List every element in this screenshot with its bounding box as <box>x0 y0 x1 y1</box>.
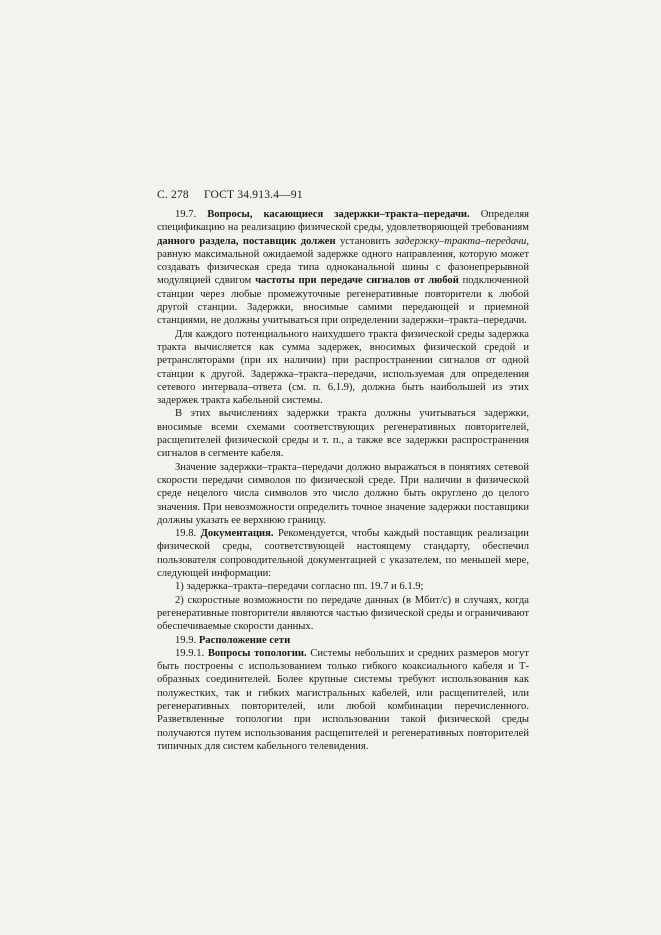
section-number: 19.9. <box>175 634 197 646</box>
paragraph-calculations: В этих вычислениях задержки тракта должны учитываться задержки, вносимые всеми схемами соответствующих регенеративных повторителей, расщепителей физической среды и т. п., а также все задержки распространения сигналов в сегменте кабеля. <box>157 408 529 460</box>
paragraph-19-7 <box>157 208 529 328</box>
section-title: Вопросы, касающиеся задержки–тракта–передачи. <box>207 209 470 220</box>
page-number: С. 278 <box>157 189 189 201</box>
paragraph-delay-value: Значение задержки–тракта–передачи должно выражаться в понятиях сетевой скорости передачи символов по физической среде. При наличии в физической среде нецелого числа символов это число должно быть округлено до целого значения. При невозможности определить точное значение задержки поставщики должны указать ее верхнюю границу. <box>157 461 529 526</box>
paragraph-text: равную максимальной ожидаемой задержке одного направления, которую может создавать физическая среда типа одноканальной шины с фазонепрерывной модуляцией сдвигом <box>157 248 529 287</box>
term-text: задержку–тракта–передачи, <box>394 235 529 247</box>
list-item-2: 2) скоростные возможности по передаче данных (в Мбит/с) в случаях, когда регенеративные повторители являются частью физической среды и ограничивают обеспечиваемые скорости данных. <box>157 594 529 633</box>
paragraph-text: Системы небольших и средних размеров могут быть построены с использованием только гибкого коаксиального кабеля и Т-образных соединителей. Более крупные системы требуют использования как полужестких, так и гибких магистральных кабелей, или расщепителей, или регенеративных повторителей, или любой комбинации перечисленного. Разветвленные топологии при использовании такой физической среды получаются путем использования расщепителей и регенеративных повторителей типичных для систем кабельного телевидения. <box>157 647 529 752</box>
section-title: Вопросы топологии. <box>207 647 307 659</box>
page-header <box>157 189 315 201</box>
document-body <box>157 208 529 753</box>
section-title: Документация. <box>200 528 274 540</box>
paragraph-text: установить <box>339 235 391 247</box>
paragraph-19-9-1 <box>157 647 529 753</box>
section-title: Расположение сети <box>198 634 291 646</box>
emphasis-text: частоты при передаче сигналов от любой <box>255 275 459 287</box>
section-number: 19.8. <box>175 528 197 540</box>
standard-designation: ГОСТ 34.913.4—91 <box>203 189 303 201</box>
section-number: 19.7. <box>175 209 197 220</box>
paragraph-text: Определяя спецификацию на реализацию физической среды, удовлетворяющей требованиям <box>157 209 529 234</box>
paragraph-path-delay: Для каждого потенциального наихудшего тракта физической среды задержка тракта вычисляется как сумма задержек, вносимых физической средой и ретрансляторами (при их наличии) при распространении сигналов от одной станции к другой. Задержка–тракта–передачи, используемая для определения сетевого интервала–ответа (см. п. 6.1.9), должна быть наибольшей из этих задержек тракта кабельной системы. <box>157 328 529 407</box>
paragraph-text: подключенной станции через любые промежуточные регенеративные повторители к любой другой станции. Задержки, вносимые самими передающей и приемной станциями, не должны учитываться при определении задержки–тракта–передачи. <box>157 275 529 327</box>
paragraph-19-8 <box>157 527 529 580</box>
paragraph-text: Рекомендуется, чтобы каждый поставщик реализации физической среды, соответствующей настоящему стандарту, обеспечил пользователя сопроводительной документацией с указателем, по меньшей мере, следующей информации: <box>157 528 529 580</box>
list-item-1: 1) задержка–тракта–передачи согласно пп. 19.7 и 6.1.9; <box>175 581 424 593</box>
section-number: 19.9.1. <box>175 647 205 659</box>
heading-19-9 <box>157 634 529 647</box>
emphasis-text: данного раздела, поставщик должен <box>157 235 336 247</box>
